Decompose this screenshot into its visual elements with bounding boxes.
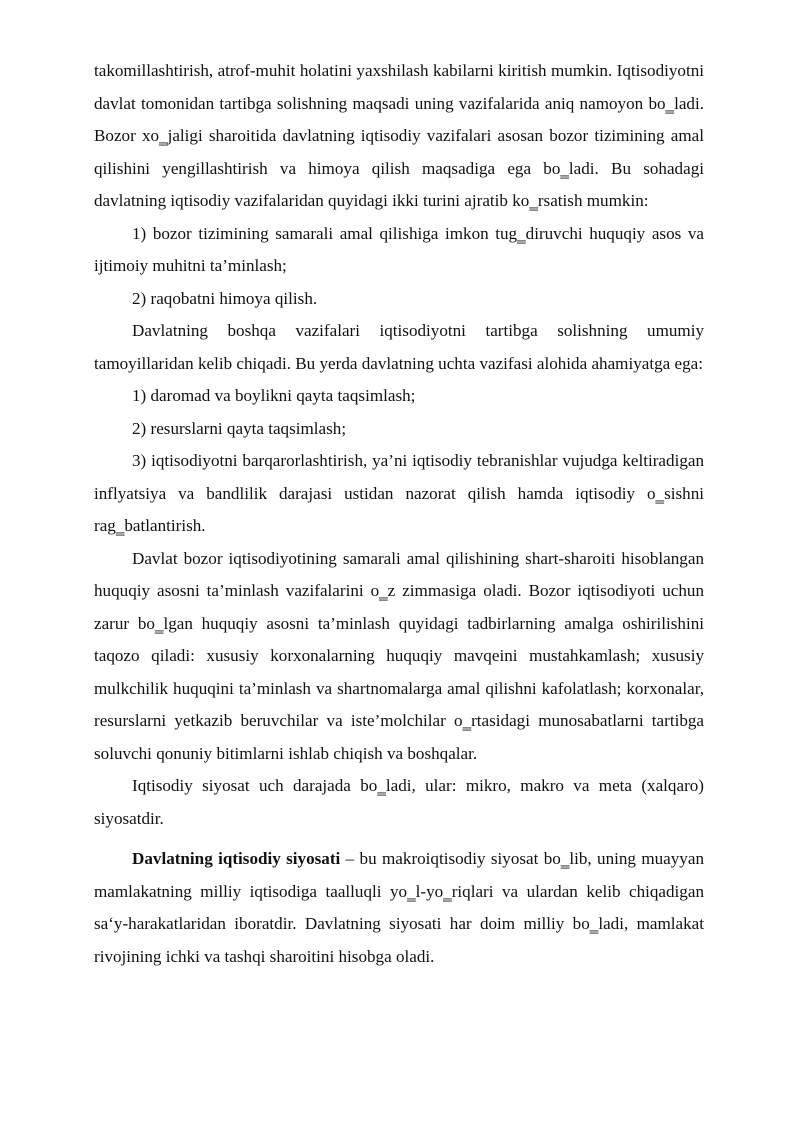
paragraph-5-text: – bu makroiqtisodiy siyosat bo‗lib, uning muayyan mamlakatning milliy iqtisodiga taalluqli yo‗l-yo‗riqlari va ulardan kelib chiqadigan sa‘y-harakatlaridan iboratdir. Davlatning siyosati har doim milliy bo‗ladi, mamlakat rivojining ichki va tashqi sharoitini hisobga oladi. xyxy=(94,849,704,966)
paragraph-2: Davlatning boshqa vazifalari iqtisodiyotni tartibga solishning umumiy tamoyillaridan kelib chiqadi. Bu yerda davlatning uchta vazifasi alohida ahamiyatga ega: xyxy=(94,321,704,373)
paragraph-3: Davlat bozor iqtisodiyotining samarali amal qilishining shart-sharoiti hisoblangan huquqiy asosni ta’minlash vazifalarini o‗z zimmasiga oladi. Bozor iqtisodiyoti uchun zarur bo‗lgan huquqiy asosni ta’minlash quyidagi tadbirlarning amalga oshirilishini taqozo qiladi: xususiy korxonalarning huquqiy mavqeini mustahkamlash; xususiy mulkchilik huquqini ta’minlash va shartnomalarga amal qilishni kafolatlash; korxonalar, resurslarni yetkazib beruvchilar va iste’molchilar o‗rtasidagi munosabatlarni tartibga soluvchi qonuniy bitimlarni ishlab chiqish va boshqalar. xyxy=(94,548,704,763)
list-item-2: 2) raqobatni himoya qilish. xyxy=(132,288,318,308)
list-item-1: 1) bozor tizimining samarali amal qilishiga imkon tug‗diruvchi huquqiy asos va ijtimoiy muhitni ta’minlash; xyxy=(94,223,704,275)
bold-term: Davlatning iqtisodiy siyosati xyxy=(132,849,341,868)
paragraph-5 xyxy=(94,843,704,973)
paragraph-4: Iqtisodiy siyosat uch darajada bo‗ladi, ular: mikro, makro va meta (xalqaro) siyosatdir. xyxy=(94,776,704,828)
document-page xyxy=(94,55,704,973)
list-item-5: 3) iqtisodiyotni barqarorlashtirish, ya’ni iqtisodiy tebranishlar vujudga keltiradigan inflyatsiya va bandlilik darajasi ustidan nazorat qilish hamda iqtisodiy o‗sishni rag‗batlantirish. xyxy=(94,451,704,535)
paragraph-1: takomillashtirish, atrof-muhit holatini yaxshilash kabilarni kiritish mumkin. Iqtisodiyotni davlat tomonidan tartibga solishning maqsadi uning vazifalarida aniq namoyon bo‗ladi. Bozor xo‗jaligi sharoitida davlatning iqtisodiy vazifalari asosan bozor tizimining amal qilishini yengillashtirish va himoya qilish maqsadiga ega bo‗ladi. Bu sohadagi davlatning iqtisodiy vazifalaridan quyidagi ikki turini ajratib ko‗rsatish mumkin: xyxy=(94,61,704,210)
list-item-3: 1) daromad va boylikni qayta taqsimlash; xyxy=(132,386,416,405)
list-item-4: 2) resurslarni qayta taqsimlash; xyxy=(132,418,347,438)
